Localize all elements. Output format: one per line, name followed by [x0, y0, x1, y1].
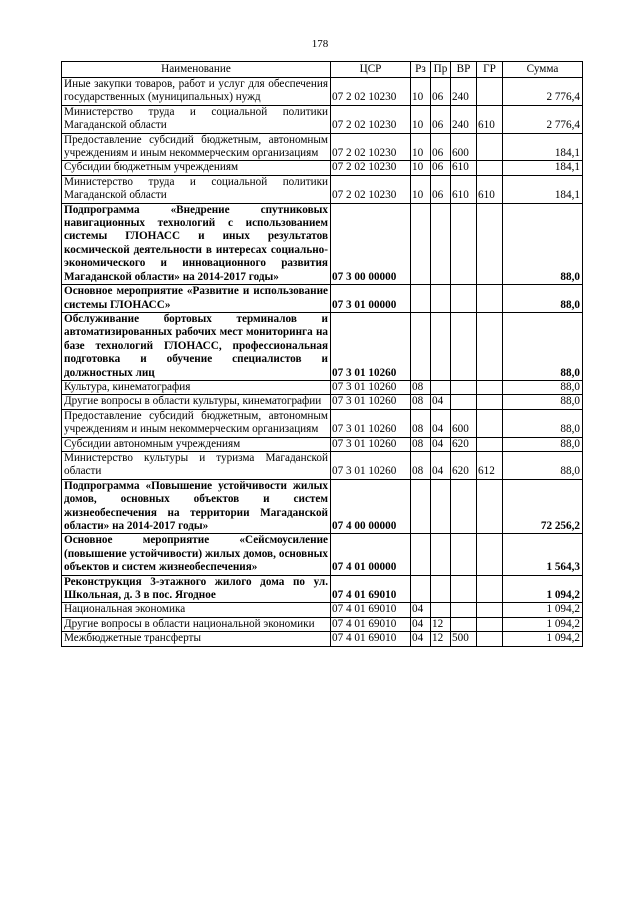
cell-gr [477, 395, 503, 409]
cell-name: Иные закупки товаров, работ и услуг для обеспечения государственных (муниципальных) нужд [62, 78, 331, 106]
cell-pr: 04 [431, 409, 451, 437]
cell-gr: 612 [477, 451, 503, 479]
cell-pr: 04 [431, 437, 451, 451]
cell-pr: 04 [431, 395, 451, 409]
cell-gr [477, 380, 503, 394]
cell-gr [477, 479, 503, 534]
cell-vr: 610 [451, 161, 477, 175]
header-pr: Пр [431, 62, 451, 78]
cell-name: Другие вопросы в области национальной экономики [62, 617, 331, 631]
cell-sum: 1 094,2 [503, 575, 583, 603]
cell-rz: 08 [411, 451, 431, 479]
cell-csr: 07 3 01 10260 [331, 395, 411, 409]
cell-name: Субсидии автономным учреждениям [62, 437, 331, 451]
cell-vr [451, 575, 477, 603]
cell-sum: 2 776,4 [503, 78, 583, 106]
cell-rz [411, 534, 431, 575]
table-row [62, 451, 583, 479]
cell-csr: 07 2 02 10230 [331, 133, 411, 161]
cell-gr [477, 437, 503, 451]
cell-csr: 07 2 02 10230 [331, 105, 411, 133]
cell-name: Другие вопросы в области культуры, кинематографии [62, 395, 331, 409]
table-row [62, 161, 583, 175]
cell-csr: 07 4 01 69010 [331, 575, 411, 603]
cell-pr [431, 312, 451, 380]
cell-rz: 04 [411, 632, 431, 646]
cell-csr: 07 2 02 10230 [331, 161, 411, 175]
cell-sum: 1 094,2 [503, 632, 583, 646]
cell-sum: 2 776,4 [503, 105, 583, 133]
table-row [62, 437, 583, 451]
cell-vr [451, 285, 477, 313]
cell-sum: 88,0 [503, 409, 583, 437]
table-row [62, 575, 583, 603]
cell-pr: 12 [431, 617, 451, 631]
cell-pr [431, 534, 451, 575]
cell-csr: 07 4 01 69010 [331, 617, 411, 631]
cell-rz: 04 [411, 603, 431, 617]
cell-csr: 07 4 01 00000 [331, 534, 411, 575]
cell-vr [451, 617, 477, 631]
cell-pr [431, 203, 451, 284]
cell-name: Предоставление субсидий бюджетным, автономным учреждениям и иным некоммерческим организациям [62, 133, 331, 161]
cell-pr [431, 380, 451, 394]
cell-vr [451, 603, 477, 617]
cell-sum: 88,0 [503, 451, 583, 479]
table-row [62, 534, 583, 575]
table-row [62, 78, 583, 106]
cell-pr: 06 [431, 175, 451, 203]
cell-name: Основное мероприятие «Сейсмоусиление (повышение устойчивости) жилых домов, основных объектов и систем жизнеобеспечения» [62, 534, 331, 575]
page-number: 178 [311, 38, 329, 50]
cell-rz: 04 [411, 617, 431, 631]
table-row [62, 617, 583, 631]
cell-rz: 08 [411, 380, 431, 394]
header-rz: Рз [411, 62, 431, 78]
header-gr: ГР [477, 62, 503, 78]
cell-sum: 88,0 [503, 312, 583, 380]
budget-table [61, 61, 583, 647]
cell-pr: 06 [431, 105, 451, 133]
cell-rz: 10 [411, 161, 431, 175]
header-csr: ЦСР [331, 62, 411, 78]
cell-csr: 07 4 01 69010 [331, 632, 411, 646]
cell-rz: 10 [411, 105, 431, 133]
cell-csr: 07 3 01 10260 [331, 312, 411, 380]
cell-rz [411, 203, 431, 284]
table-row [62, 395, 583, 409]
cell-sum: 1 564,3 [503, 534, 583, 575]
cell-rz: 08 [411, 409, 431, 437]
cell-name: Субсидии бюджетным учреждениям [62, 161, 331, 175]
cell-rz [411, 479, 431, 534]
cell-sum: 88,0 [503, 285, 583, 313]
cell-vr: 240 [451, 78, 477, 106]
cell-sum: 184,1 [503, 133, 583, 161]
cell-vr [451, 203, 477, 284]
cell-vr: 240 [451, 105, 477, 133]
table-row [62, 175, 583, 203]
cell-csr: 07 3 01 10260 [331, 437, 411, 451]
cell-sum: 88,0 [503, 380, 583, 394]
cell-gr [477, 409, 503, 437]
cell-sum: 88,0 [503, 437, 583, 451]
cell-vr: 620 [451, 451, 477, 479]
cell-name: Министерство культуры и туризма Магаданской области [62, 451, 331, 479]
cell-pr: 06 [431, 161, 451, 175]
table-header-row [62, 62, 583, 78]
cell-csr: 07 3 01 00000 [331, 285, 411, 313]
cell-pr [431, 575, 451, 603]
header-sum: Сумма [503, 62, 583, 78]
cell-vr: 610 [451, 175, 477, 203]
cell-name: Министерство труда и социальной политики Магаданской области [62, 105, 331, 133]
cell-vr [451, 479, 477, 534]
table-row [62, 203, 583, 284]
cell-rz: 10 [411, 175, 431, 203]
cell-name: Министерство труда и социальной политики Магаданской области [62, 175, 331, 203]
cell-vr: 600 [451, 409, 477, 437]
cell-pr: 06 [431, 133, 451, 161]
cell-name: Предоставление субсидий бюджетным, автономным учреждениям и иным некоммерческим организациям [62, 409, 331, 437]
cell-name: Национальная экономика [62, 603, 331, 617]
cell-csr: 07 4 00 00000 [331, 479, 411, 534]
table-row [62, 312, 583, 380]
cell-rz: 08 [411, 437, 431, 451]
cell-sum: 88,0 [503, 395, 583, 409]
cell-rz [411, 575, 431, 603]
table-row [62, 603, 583, 617]
cell-csr: 07 2 02 10230 [331, 78, 411, 106]
table-row [62, 632, 583, 646]
cell-gr: 610 [477, 105, 503, 133]
cell-gr [477, 312, 503, 380]
header-name: Наименование [62, 62, 331, 78]
cell-gr: 610 [477, 175, 503, 203]
cell-gr [477, 632, 503, 646]
cell-csr: 07 4 01 69010 [331, 603, 411, 617]
cell-sum: 1 094,2 [503, 617, 583, 631]
cell-rz: 08 [411, 395, 431, 409]
cell-csr: 07 2 02 10230 [331, 175, 411, 203]
cell-pr [431, 603, 451, 617]
cell-gr [477, 617, 503, 631]
cell-name: Основное мероприятие «Развитие и использование системы ГЛОНАСС» [62, 285, 331, 313]
table-row [62, 409, 583, 437]
cell-name: Культура, кинематография [62, 380, 331, 394]
cell-name: Обслуживание бортовых терминалов и автоматизированных рабочих мест мониторинга на базе технологий ГЛОНАСС, профессиональная подготовка и обучение специалистов и должностных лиц [62, 312, 331, 380]
cell-gr [477, 203, 503, 284]
cell-vr: 600 [451, 133, 477, 161]
cell-csr: 07 3 01 10260 [331, 409, 411, 437]
table-row [62, 133, 583, 161]
cell-pr: 04 [431, 451, 451, 479]
cell-vr [451, 380, 477, 394]
cell-sum: 1 094,2 [503, 603, 583, 617]
cell-gr [477, 285, 503, 313]
cell-gr [477, 133, 503, 161]
cell-csr: 07 3 00 00000 [331, 203, 411, 284]
cell-pr [431, 285, 451, 313]
cell-gr [477, 161, 503, 175]
cell-vr: 500 [451, 632, 477, 646]
cell-pr: 06 [431, 78, 451, 106]
cell-csr: 07 3 01 10260 [331, 380, 411, 394]
table-row [62, 479, 583, 534]
cell-gr [477, 603, 503, 617]
table-row [62, 380, 583, 394]
header-vr: ВР [451, 62, 477, 78]
cell-rz: 10 [411, 133, 431, 161]
cell-rz [411, 285, 431, 313]
cell-csr: 07 3 01 10260 [331, 451, 411, 479]
cell-sum: 184,1 [503, 161, 583, 175]
cell-rz [411, 312, 431, 380]
cell-pr [431, 479, 451, 534]
cell-gr [477, 534, 503, 575]
cell-vr [451, 534, 477, 575]
cell-sum: 72 256,2 [503, 479, 583, 534]
cell-rz: 10 [411, 78, 431, 106]
cell-vr [451, 395, 477, 409]
cell-gr [477, 78, 503, 106]
cell-name: Межбюджетные трансферты [62, 632, 331, 646]
cell-gr [477, 575, 503, 603]
table-row [62, 285, 583, 313]
table-row [62, 105, 583, 133]
cell-name: Подпрограмма «Повышение устойчивости жилых домов, основных объектов и систем жизнеобеспечения на территории Магаданской области» на 2014-2017 годы» [62, 479, 331, 534]
cell-sum: 184,1 [503, 175, 583, 203]
cell-vr: 620 [451, 437, 477, 451]
cell-sum: 88,0 [503, 203, 583, 284]
cell-vr [451, 312, 477, 380]
cell-name: Подпрограмма «Внедрение спутниковых навигационных технологий с использованием системы ГЛОНАСС и иных результатов космической деятельности в интересах социально-экономического и инновационного развития Магаданской области» на 2014-2017 годы» [62, 203, 331, 284]
cell-pr: 12 [431, 632, 451, 646]
cell-name: Реконструкция 3-этажного жилого дома по ул. Школьная, д. 3 в пос. Ягодное [62, 575, 331, 603]
